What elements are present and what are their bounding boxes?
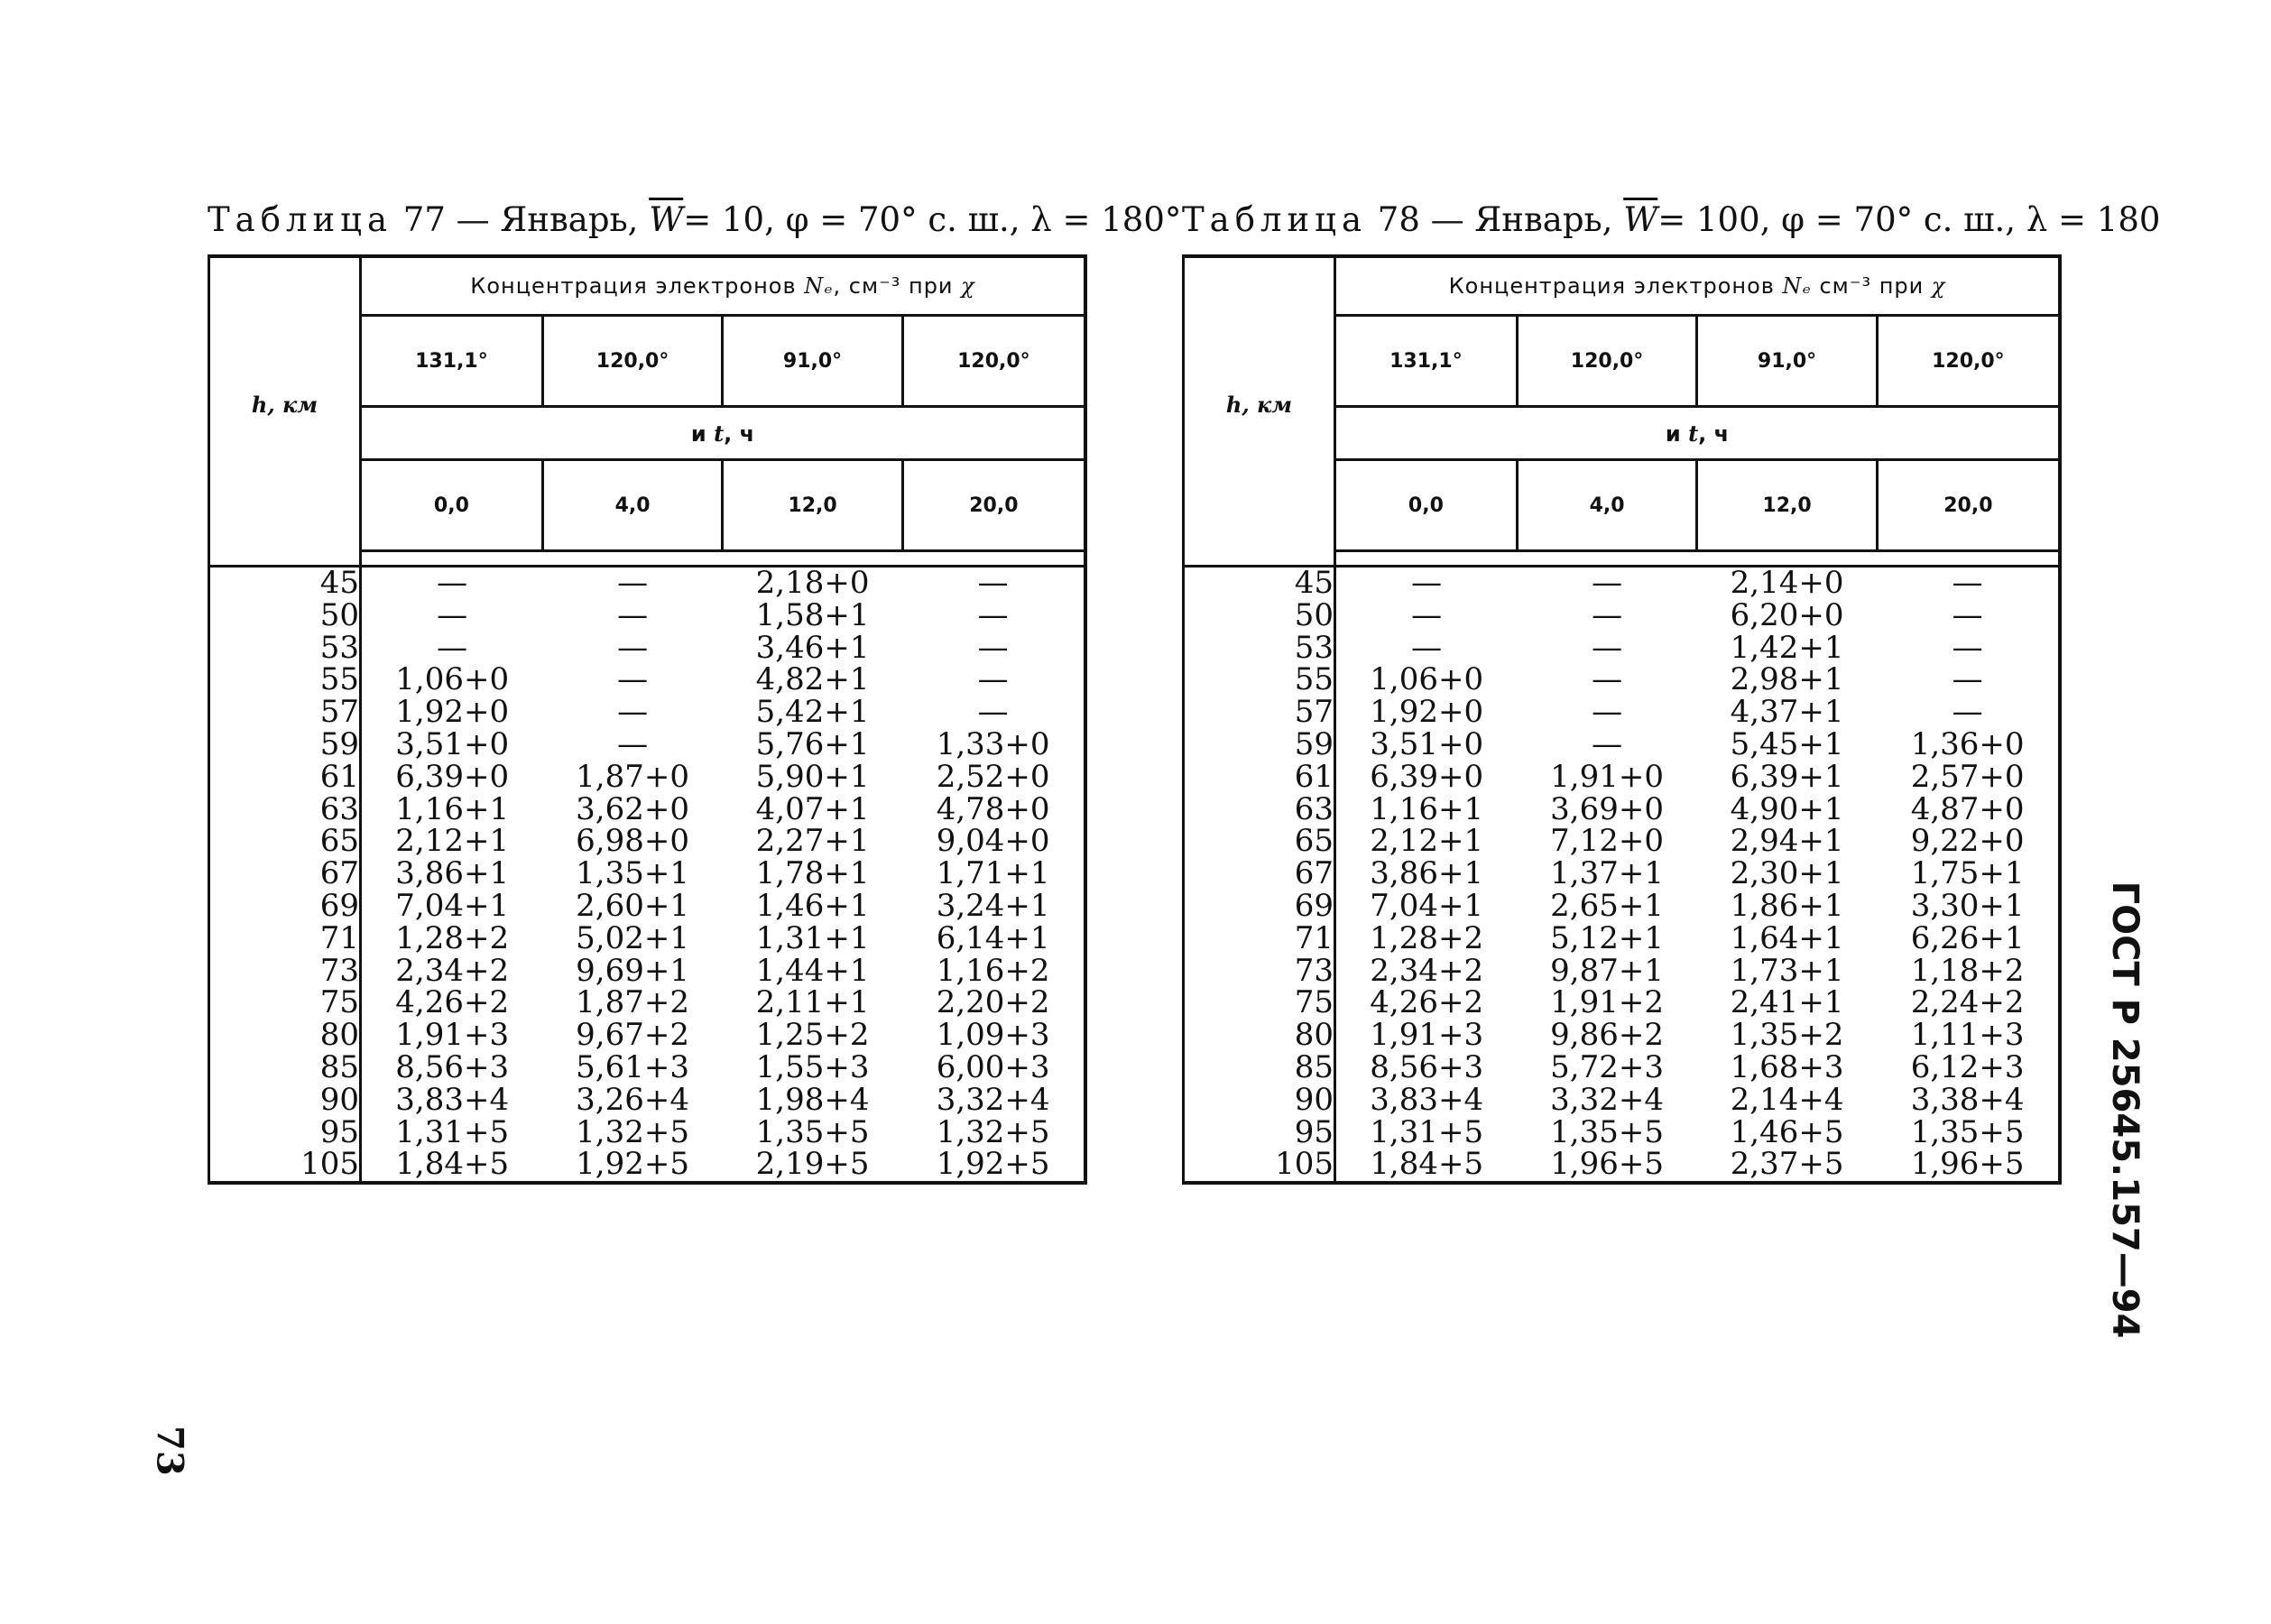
column-header-time: [361, 407, 1086, 460]
caption-text: 77 — Январь,: [392, 200, 650, 239]
t-value: 0,0: [1335, 460, 1518, 551]
caption-w-symbol: $\overline{W}$: [1623, 200, 1658, 239]
t-value: 20,0: [1877, 460, 2060, 551]
caption-label: Таблица: [1182, 200, 1368, 239]
conc-label: Концентрация электронов: [1448, 273, 1783, 299]
chi-value: 120,0°: [1517, 316, 1696, 407]
data-column: — — — — — — 1,87+0 3,62+0 6,98+0 1,35+1 2,60+1 5,02+1 9,69+1 1,87+2 9,67+2 5,61+3 3,26+4 1,32+5 1,92+5: [576, 565, 689, 1183]
t-value: 0,0: [361, 460, 543, 551]
chi-symbol: χ: [961, 273, 975, 299]
chi-value: 91,0°: [723, 316, 902, 407]
conc-unit: , см⁻³ при: [833, 273, 962, 299]
t-value: 12,0: [723, 460, 902, 551]
t-symbol: t: [714, 420, 725, 447]
chi-value: 120,0°: [542, 316, 722, 407]
data-table: [208, 254, 1087, 1185]
t-symbol: t: [1688, 420, 1699, 447]
conc-label: Концентрация электронов: [470, 273, 805, 299]
chi-value: 131,1°: [361, 316, 543, 407]
ne-symbol: Nₑ: [804, 273, 834, 299]
and-label: и: [1665, 420, 1689, 447]
table-caption: [1182, 197, 2161, 244]
t-value: 20,0: [902, 460, 1085, 551]
t-value: 4,0: [1517, 460, 1696, 551]
chi-value: 91,0°: [1697, 316, 1877, 407]
t-value: 12,0: [1697, 460, 1877, 551]
data-column: — — — 1,06+0 1,92+0 3,51+0 6,39+0 1,16+1 2,12+1 3,86+1 7,04+1 1,28+2 2,34+2 4,26+2 1,91+3 8,56+3 3,83+4 1,31+5 1,84+5: [395, 565, 510, 1183]
height-column: 45 50 53 55 57 59 61 63 65 67 69 71 73 75 80 85 90 95 105: [1184, 567, 1335, 1184]
column-header-concentration: [1335, 256, 2061, 316]
and-label: и: [690, 420, 715, 447]
ne-symbol: Nₑ: [1782, 273, 1812, 299]
chi-symbol: χ: [1931, 273, 1946, 299]
column-header-h: [1184, 256, 1335, 551]
column-header-h: [209, 256, 361, 551]
page-number: 73: [148, 1426, 191, 1476]
h-label: h, км: [1225, 391, 1293, 418]
data-table: [1182, 254, 2062, 1185]
caption-w-symbol: $\overline{W}$: [649, 200, 684, 239]
chi-value: 120,0°: [902, 316, 1085, 407]
table-caption: [208, 197, 1182, 244]
t-unit: , ч: [1698, 420, 1730, 447]
caption-label: Таблица: [208, 200, 393, 239]
h-label: h, км: [251, 391, 318, 418]
caption-text: 78 — Январь,: [1367, 200, 1624, 239]
height-column: 45 50 53 55 57 59 61 63 65 67 69 71 73 75 80 85 90 95 105: [209, 567, 361, 1184]
caption-params: = 10, φ = 70° с. ш., λ = 180°: [683, 200, 1182, 239]
data-column: — — — — — 1,36+0 2,57+0 4,87+0 9,22+0 1,75+1 3,30+1 6,26+1 1,18+2 2,24+2 1,11+3 6,12+3 3,38+4 1,35+5 1,96+5: [1877, 567, 2060, 1184]
chi-value: 120,0°: [1877, 316, 2060, 407]
data-column: 2,14+0 6,20+0 1,42+1 2,98+1 4,37+1 5,45+1 6,39+1 4,90+1 2,94+1 2,30+1 1,86+1 1,64+1 1,73+1 2,41+1 1,35+2 1,68+3 2,14+4 1,46+5 2,37+5: [1730, 565, 1844, 1183]
data-column: — — — 1,06+0 1,92+0 3,51+0 6,39+0 1,16+1 2,12+1 3,86+1 7,04+1 1,28+2 2,34+2 4,26+2 1,91+3 8,56+3 3,83+4 1,31+5 1,84+5: [1370, 565, 1484, 1183]
data-column: 2,18+0 1,58+1 3,46+1 4,82+1 5,42+1 5,76+1 5,90+1 4,07+1 2,27+1 1,78+1 1,46+1 1,31+1 1,44+1 2,11+1 1,25+2 1,55+3 1,98+4 1,35+5 2,19+5: [755, 565, 870, 1183]
chi-value: 131,1°: [1335, 316, 1518, 407]
t-unit: , ч: [724, 420, 755, 447]
t-value: 4,0: [542, 460, 722, 551]
standard-identifier: ГОСТ Р 25645.157—94: [2104, 881, 2146, 1339]
column-header-time: [1335, 407, 2061, 460]
data-column: — — — — — — 1,91+0 3,69+0 7,12+0 1,37+1 2,65+1 5,12+1 9,87+1 1,91+2 9,86+2 5,72+3 3,32+4 1,35+5 1,96+5: [1550, 565, 1664, 1183]
column-header-concentration: [361, 256, 1086, 316]
conc-unit: см⁻³ при: [1811, 273, 1932, 299]
table-77: [208, 197, 1182, 1185]
caption-params: = 100, φ = 70° с. ш., λ = 180: [1657, 200, 2161, 239]
data-column: — — — — — 1,33+0 2,52+0 4,78+0 9,04+0 1,71+1 3,24+1 6,14+1 1,16+2 2,20+2 1,09+3 6,00+3 3,32+4 1,32+5 1,92+5: [902, 567, 1085, 1184]
